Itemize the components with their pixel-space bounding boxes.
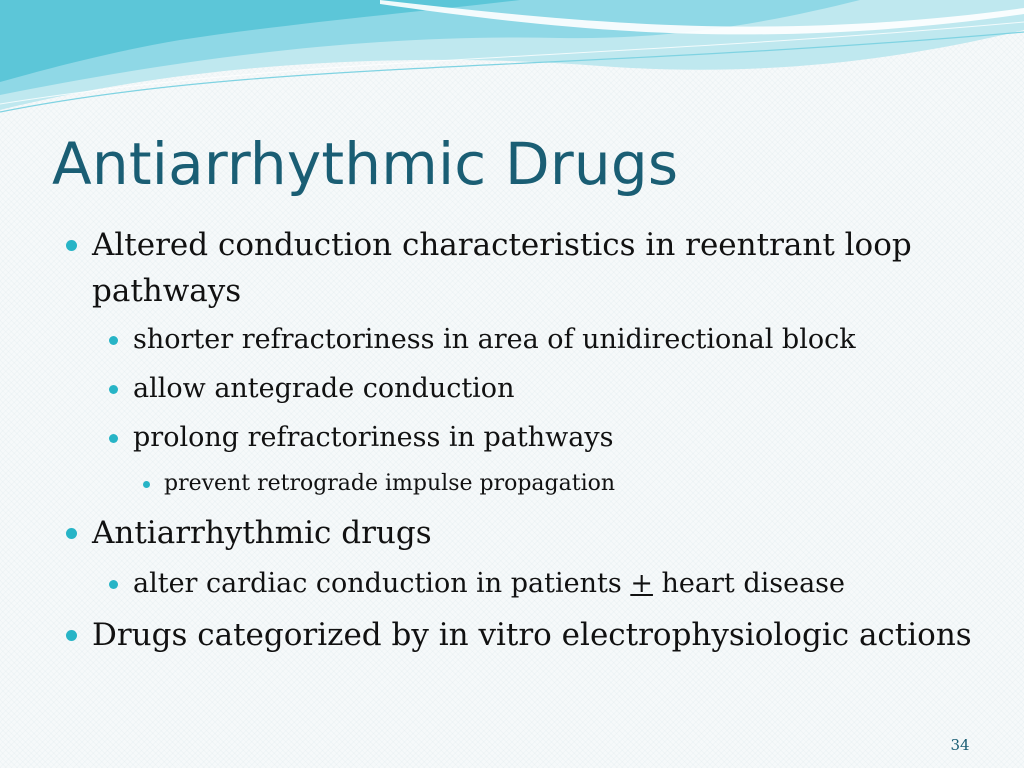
bullet-text-start: alter cardiac conduction in patients	[133, 568, 631, 599]
bullet-text-end: heart disease	[652, 568, 846, 599]
subbullet-alter-cardiac-conduction	[133, 564, 845, 604]
plus-minus-symbol: +	[630, 568, 653, 599]
bullet-dot-icon	[109, 434, 118, 443]
header-wave-decoration	[0, 0, 1024, 120]
subsubbullet-prevent-retrograde	[164, 468, 615, 500]
bullet-dot-icon	[109, 385, 118, 394]
bullet-text: shorter refractoriness in area of unidirectional block	[133, 324, 856, 355]
bullet-text: allow antegrade conduction	[133, 373, 515, 404]
bullet-text: prevent retrograde impulse propagation	[164, 471, 616, 496]
bullet-drugs-categorized	[92, 612, 972, 658]
bullet-text: Antiarrhythmic drugs	[92, 515, 432, 551]
subbullet-antegrade-conduction	[133, 369, 514, 409]
subbullet-shorter-refractoriness	[133, 320, 856, 360]
bullet-text: prolong refractoriness in pathways	[133, 422, 614, 453]
bullet-dot-icon	[109, 336, 118, 345]
bullet-text: Altered conduction characteristics in reentrant loop	[92, 227, 912, 263]
slide-number: 34	[950, 736, 970, 754]
bullet-altered-conduction	[92, 222, 912, 314]
bullet-text: Drugs categorized by in vitro electrophysiologic actions	[92, 617, 972, 653]
slide-title: Antiarrhythmic Drugs	[52, 130, 679, 198]
bullet-dot-icon	[66, 528, 77, 539]
bullet-text-continuation: pathways	[92, 273, 242, 309]
bullet-antiarrhythmic-drugs	[92, 510, 432, 556]
bullet-dot-icon	[66, 630, 77, 641]
bullet-dot-icon	[109, 580, 118, 589]
bullet-dot-icon	[66, 240, 77, 251]
bullet-dot-icon	[143, 481, 150, 488]
subbullet-prolong-refractoriness	[133, 418, 613, 458]
